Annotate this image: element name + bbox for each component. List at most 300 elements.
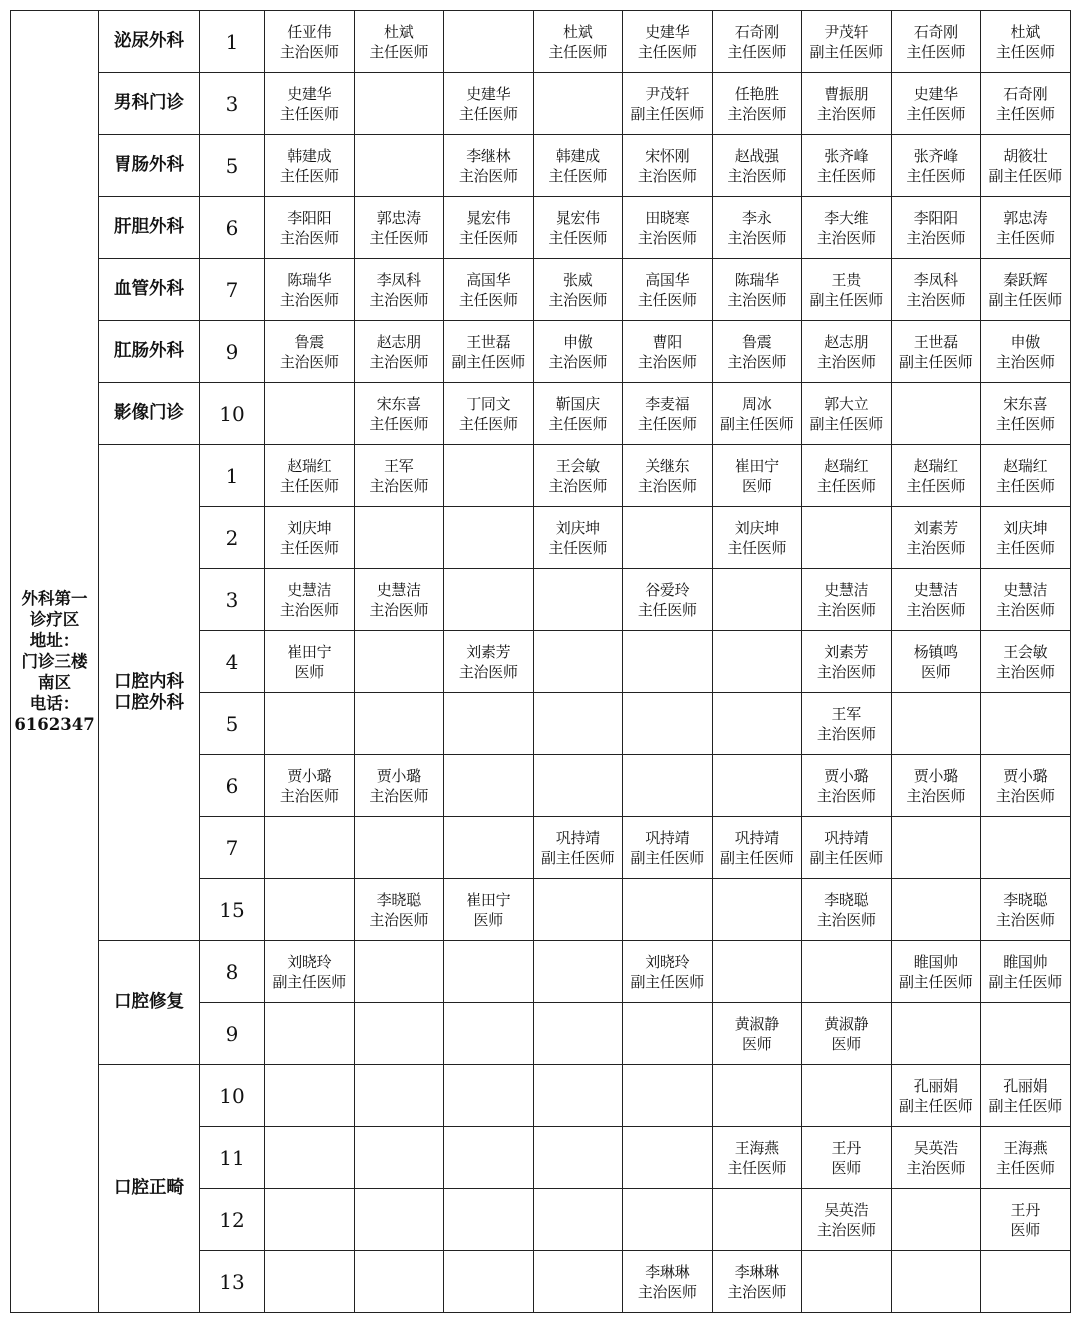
schedule-slot	[354, 383, 444, 445]
schedule-slot	[623, 197, 713, 259]
doctor-name: 赵志朋	[824, 332, 869, 351]
doctor-title: 主治医师	[279, 786, 339, 805]
doctor-name: 曹振朋	[824, 84, 869, 103]
schedule-slot	[265, 941, 355, 1003]
doctor-title: 主治医师	[906, 538, 966, 557]
doctor-title: 主任医师	[548, 166, 608, 185]
doctor-title: 主任医师	[458, 104, 518, 123]
schedule-slot	[802, 197, 892, 259]
doctor-title: 医师	[1010, 1220, 1040, 1239]
area-info-line: 门诊三楼	[21, 652, 88, 671]
table-row	[11, 1065, 1071, 1127]
doctor-name: 刘晓玲	[287, 952, 332, 971]
doctor-name: 史慧洁	[287, 580, 332, 599]
doctor-name: 王海燕	[734, 1138, 779, 1157]
schedule-slot	[533, 507, 623, 569]
schedule-slot	[533, 73, 623, 135]
doctor-title: 副主任医师	[988, 290, 1062, 309]
schedule-slot	[444, 817, 534, 879]
doctor-title: 主任医师	[458, 414, 518, 433]
room-number: 15	[200, 879, 265, 941]
doctor-title: 主任医师	[995, 1158, 1055, 1177]
schedule-slot	[802, 445, 892, 507]
schedule-slot	[354, 507, 444, 569]
table-row	[11, 11, 1071, 73]
schedule-slot	[354, 1003, 444, 1065]
doctor-title: 医师	[294, 662, 324, 681]
schedule-slot	[712, 383, 802, 445]
doctor-name: 赵志朋	[376, 332, 421, 351]
doctor-title: 主治医师	[906, 228, 966, 247]
schedule-slot	[354, 73, 444, 135]
doctor-name: 关继东	[645, 456, 690, 475]
doctor-name: 韩建成	[287, 146, 332, 165]
table-row	[11, 321, 1071, 383]
schedule-slot	[533, 135, 623, 197]
schedule-slot	[444, 1065, 534, 1127]
schedule-slot	[981, 321, 1071, 383]
doctor-title: 主治医师	[995, 600, 1055, 619]
department-name: 肝胆外科	[99, 197, 200, 259]
schedule-slot	[891, 507, 981, 569]
doctor-name: 李凤科	[913, 270, 958, 289]
doctor-name: 王会敏	[555, 456, 600, 475]
doctor-title: 主治医师	[816, 104, 876, 123]
schedule-slot	[354, 879, 444, 941]
schedule-slot	[354, 941, 444, 1003]
doctor-title: 副主任医师	[630, 104, 704, 123]
schedule-slot	[354, 631, 444, 693]
schedule-slot	[444, 321, 534, 383]
doctor-title: 主任医师	[637, 414, 697, 433]
doctor-title: 主治医师	[458, 166, 518, 185]
schedule-slot	[981, 631, 1071, 693]
doctor-title: 主治医师	[995, 662, 1055, 681]
area-info-line: 电话：	[29, 694, 80, 713]
doctor-name: 杜斌	[563, 22, 593, 41]
doctor-title: 医师	[473, 910, 503, 929]
area-info-line: 外科第一	[21, 589, 88, 608]
schedule-slot	[623, 507, 713, 569]
doctor-title: 主治医师	[906, 600, 966, 619]
schedule-slot	[712, 321, 802, 383]
schedule-slot	[444, 631, 534, 693]
doctor-title: 主治医师	[637, 166, 697, 185]
doctor-name: 石奇刚	[1003, 84, 1048, 103]
doctor-title: 主任医师	[816, 166, 876, 185]
doctor-name: 李琳琳	[645, 1262, 690, 1281]
doctor-title: 主任医师	[727, 1158, 787, 1177]
schedule-slot	[802, 259, 892, 321]
doctor-title: 主治医师	[727, 104, 787, 123]
table-row	[11, 197, 1071, 259]
doctor-name: 贾小璐	[824, 766, 869, 785]
schedule-slot	[533, 817, 623, 879]
doctor-title: 主任医师	[279, 104, 339, 123]
doctor-name: 史建华	[287, 84, 332, 103]
area-info-line: 地址：	[29, 631, 80, 650]
schedule-slot	[533, 445, 623, 507]
schedule-slot	[265, 755, 355, 817]
schedule-slot	[802, 383, 892, 445]
schedule-slot	[623, 383, 713, 445]
schedule-slot	[712, 73, 802, 135]
doctor-name: 任艳胜	[734, 84, 779, 103]
schedule-slot	[891, 879, 981, 941]
schedule-slot	[981, 569, 1071, 631]
doctor-name: 李麦福	[645, 394, 690, 413]
doctor-title: 主任医师	[906, 104, 966, 123]
department-name: 胃肠外科	[99, 135, 200, 197]
doctor-name: 赵瑞红	[1003, 456, 1048, 475]
schedule-slot	[623, 1065, 713, 1127]
schedule-slot	[354, 11, 444, 73]
schedule-slot	[533, 693, 623, 755]
schedule-slot	[891, 1003, 981, 1065]
doctor-name: 王军	[831, 704, 861, 723]
schedule-slot	[712, 693, 802, 755]
doctor-title: 主治医师	[369, 476, 429, 495]
schedule-slot	[802, 941, 892, 1003]
doctor-name: 郭忠涛	[1003, 208, 1048, 227]
schedule-slot	[802, 11, 892, 73]
doctor-title: 主任医师	[727, 538, 787, 557]
schedule-slot	[981, 879, 1071, 941]
schedule-slot	[265, 1065, 355, 1127]
doctor-title: 主治医师	[727, 1282, 787, 1301]
department-name: 口腔正畸	[99, 1065, 200, 1313]
schedule-slot	[891, 135, 981, 197]
schedule-slot	[802, 569, 892, 631]
doctor-title: 主任医师	[906, 476, 966, 495]
doctor-title: 主治医师	[816, 662, 876, 681]
doctor-name: 申傲	[563, 332, 593, 351]
doctor-title: 副主任医师	[898, 972, 973, 991]
schedule-slot	[354, 693, 444, 755]
doctor-name: 刘庆坤	[734, 518, 779, 537]
doctor-title: 主任医师	[995, 476, 1055, 495]
schedule-slot	[444, 135, 534, 197]
doctor-name: 李晓聪	[824, 890, 869, 909]
schedule-slot	[444, 569, 534, 631]
doctor-title: 主治医师	[727, 352, 787, 371]
schedule-slot	[533, 1251, 623, 1313]
doctor-title: 主治医师	[369, 786, 429, 805]
room-number: 5	[200, 135, 265, 197]
schedule-slot	[891, 445, 981, 507]
schedule-slot	[981, 1251, 1071, 1313]
doctor-name: 李永	[742, 208, 772, 227]
schedule-slot	[891, 817, 981, 879]
schedule-slot	[712, 1003, 802, 1065]
schedule-slot	[354, 817, 444, 879]
doctor-name: 王丹	[1010, 1200, 1040, 1219]
schedule-slot	[623, 135, 713, 197]
doctor-title: 主任医师	[995, 414, 1055, 433]
doctor-name: 郭大立	[824, 394, 869, 413]
schedule-body	[11, 11, 1071, 1313]
schedule-slot	[265, 1251, 355, 1313]
schedule-slot	[802, 1251, 892, 1313]
doctor-name: 史建华	[913, 84, 958, 103]
doctor-title: 主治医师	[637, 352, 697, 371]
schedule-slot	[265, 135, 355, 197]
room-number: 6	[200, 197, 265, 259]
schedule-slot	[981, 507, 1071, 569]
doctor-name: 尹茂轩	[645, 84, 690, 103]
doctor-name: 郭忠涛	[376, 208, 421, 227]
schedule-slot	[533, 197, 623, 259]
doctor-title: 主治医师	[906, 786, 966, 805]
schedule-slot	[354, 1189, 444, 1251]
schedule-slot	[533, 569, 623, 631]
doctor-title: 主治医师	[369, 352, 429, 371]
doctor-name: 刘晓玲	[645, 952, 690, 971]
doctor-title: 主治医师	[816, 600, 876, 619]
doctor-title: 主任医师	[279, 476, 339, 495]
doctor-name: 杜斌	[1010, 22, 1040, 41]
doctor-name: 刘庆坤	[1003, 518, 1048, 537]
schedule-slot	[444, 73, 534, 135]
schedule-slot	[981, 135, 1071, 197]
doctor-title: 主治医师	[816, 786, 876, 805]
schedule-slot	[265, 693, 355, 755]
doctor-name: 王丹	[831, 1138, 861, 1157]
room-number: 6	[200, 755, 265, 817]
schedule-slot	[623, 73, 713, 135]
room-number: 9	[200, 321, 265, 383]
doctor-title: 主治医师	[369, 910, 429, 929]
schedule-slot	[265, 569, 355, 631]
doctor-name: 李大维	[824, 208, 869, 227]
department-name: 泌尿外科	[99, 11, 200, 73]
doctor-title: 主治医师	[458, 662, 518, 681]
department-name: 肛肠外科	[99, 321, 200, 383]
doctor-name: 高国华	[466, 270, 511, 289]
schedule-slot	[891, 631, 981, 693]
doctor-title: 主治医师	[816, 228, 876, 247]
doctor-name: 史建华	[466, 84, 511, 103]
room-number: 4	[200, 631, 265, 693]
doctor-title: 副主任医师	[809, 414, 883, 433]
area-info-line: 诊疗区	[29, 610, 80, 629]
doctor-title: 医师	[742, 1034, 772, 1053]
doctor-title: 主治医师	[816, 910, 876, 929]
room-number: 7	[200, 259, 265, 321]
doctor-name: 刘素芳	[913, 518, 958, 537]
doctor-title: 主治医师	[369, 600, 429, 619]
schedule-slot	[623, 817, 713, 879]
doctor-title: 副主任医师	[719, 414, 794, 433]
table-row	[11, 445, 1071, 507]
room-number: 1	[200, 445, 265, 507]
doctor-title: 主治医师	[637, 228, 697, 247]
schedule-slot	[265, 383, 355, 445]
doctor-title: 主任医师	[727, 42, 787, 61]
schedule-slot	[444, 507, 534, 569]
schedule-slot	[444, 1189, 534, 1251]
doctor-title: 主治医师	[995, 786, 1055, 805]
doctor-schedule-table	[10, 10, 1071, 1313]
schedule-slot	[712, 941, 802, 1003]
table-row	[11, 383, 1071, 445]
schedule-slot	[623, 445, 713, 507]
schedule-slot	[712, 631, 802, 693]
schedule-slot	[981, 1127, 1071, 1189]
schedule-slot	[623, 1003, 713, 1065]
schedule-slot	[444, 11, 534, 73]
schedule-slot	[981, 1189, 1071, 1251]
doctor-name: 田晓寒	[645, 208, 690, 227]
doctor-name: 睢国帅	[913, 952, 958, 971]
doctor-name: 任亚伟	[287, 22, 332, 41]
doctor-name: 胡筱壮	[1003, 146, 1048, 165]
doctor-title: 主治医师	[727, 166, 787, 185]
doctor-name: 黄淑静	[824, 1014, 869, 1033]
schedule-slot	[981, 445, 1071, 507]
schedule-slot	[354, 135, 444, 197]
schedule-slot	[802, 73, 892, 135]
doctor-title: 主治医师	[637, 476, 697, 495]
doctor-name: 李琳琳	[734, 1262, 779, 1281]
schedule-slot	[891, 383, 981, 445]
schedule-slot	[354, 1065, 444, 1127]
schedule-slot	[444, 941, 534, 1003]
schedule-slot	[623, 1251, 713, 1313]
schedule-slot	[891, 197, 981, 259]
doctor-name: 张齐峰	[913, 146, 958, 165]
doctor-name: 孔丽娟	[1003, 1076, 1048, 1095]
doctor-name: 鲁震	[742, 332, 772, 351]
doctor-name: 王会敏	[1003, 642, 1048, 661]
schedule-slot	[712, 1189, 802, 1251]
doctor-title: 主任医师	[369, 42, 429, 61]
schedule-slot	[981, 755, 1071, 817]
doctor-name: 韩建成	[555, 146, 600, 165]
doctor-title: 主任医师	[995, 538, 1055, 557]
doctor-title: 副主任医师	[540, 848, 615, 867]
doctor-name: 石奇刚	[913, 22, 958, 41]
schedule-slot	[891, 755, 981, 817]
schedule-slot	[444, 693, 534, 755]
doctor-name: 刘素芳	[466, 642, 511, 661]
area-info-line: 南区	[38, 673, 71, 692]
schedule-slot	[712, 879, 802, 941]
schedule-slot	[981, 383, 1071, 445]
doctor-name: 史慧洁	[376, 580, 421, 599]
schedule-slot	[444, 879, 534, 941]
schedule-slot	[712, 755, 802, 817]
doctor-name: 史慧洁	[913, 580, 958, 599]
schedule-slot	[533, 383, 623, 445]
schedule-slot	[265, 259, 355, 321]
doctor-name: 尹茂轩	[824, 22, 869, 41]
schedule-slot	[891, 1065, 981, 1127]
schedule-slot	[354, 197, 444, 259]
doctor-name: 陈瑞华	[287, 270, 332, 289]
doctor-title: 主治医师	[279, 600, 339, 619]
schedule-slot	[623, 755, 713, 817]
doctor-title: 副主任医师	[988, 972, 1062, 991]
schedule-slot	[981, 693, 1071, 755]
table-row	[11, 941, 1071, 1003]
table-row	[11, 259, 1071, 321]
schedule-slot	[802, 321, 892, 383]
doctor-name: 巩持靖	[824, 828, 869, 847]
schedule-slot	[712, 197, 802, 259]
room-number: 3	[200, 73, 265, 135]
doctor-title: 主治医师	[369, 290, 429, 309]
schedule-slot	[802, 1127, 892, 1189]
doctor-name: 陈瑞华	[734, 270, 779, 289]
room-number: 9	[200, 1003, 265, 1065]
doctor-title: 主治医师	[995, 352, 1055, 371]
doctor-name: 宋东喜	[376, 394, 421, 413]
schedule-slot	[533, 1065, 623, 1127]
schedule-slot	[265, 879, 355, 941]
schedule-slot	[981, 259, 1071, 321]
doctor-title: 主任医师	[548, 42, 608, 61]
doctor-name: 吴英浩	[913, 1138, 958, 1157]
doctor-name: 崔田宁	[287, 642, 332, 661]
doctor-name: 赵瑞红	[287, 456, 332, 475]
schedule-slot	[533, 879, 623, 941]
schedule-slot	[265, 197, 355, 259]
schedule-slot	[444, 1127, 534, 1189]
doctor-name: 刘庆坤	[555, 518, 600, 537]
doctor-title: 医师	[921, 662, 951, 681]
schedule-slot	[712, 135, 802, 197]
schedule-slot	[265, 321, 355, 383]
schedule-slot	[354, 755, 444, 817]
schedule-slot	[712, 507, 802, 569]
schedule-slot	[444, 445, 534, 507]
schedule-slot	[981, 1065, 1071, 1127]
doctor-name: 宋东喜	[1003, 394, 1048, 413]
doctor-name: 贾小璐	[287, 766, 332, 785]
doctor-title: 主治医师	[816, 724, 876, 743]
schedule-slot	[981, 73, 1071, 135]
doctor-title: 主治医师	[279, 352, 339, 371]
doctor-title: 副主任医师	[809, 42, 883, 61]
doctor-title: 副主任医师	[272, 972, 346, 991]
schedule-slot	[802, 817, 892, 879]
doctor-name: 杨镇鸣	[913, 642, 958, 661]
schedule-slot	[712, 11, 802, 73]
schedule-slot	[623, 693, 713, 755]
table-row	[11, 135, 1071, 197]
room-number: 7	[200, 817, 265, 879]
doctor-title: 主治医师	[548, 290, 608, 309]
schedule-slot	[802, 755, 892, 817]
doctor-name: 曹阳	[652, 332, 682, 351]
doctor-name: 丁同文	[466, 394, 511, 413]
doctor-name: 王世磊	[466, 332, 511, 351]
schedule-slot	[533, 941, 623, 1003]
doctor-name: 贾小璐	[1003, 766, 1048, 785]
doctor-name: 李阳阳	[287, 208, 332, 227]
schedule-slot	[802, 879, 892, 941]
schedule-slot	[265, 631, 355, 693]
schedule-slot	[623, 321, 713, 383]
doctor-name: 张齐峰	[824, 146, 869, 165]
room-number: 10	[200, 383, 265, 445]
doctor-name: 张威	[563, 270, 593, 289]
doctor-title: 副主任医师	[988, 1096, 1062, 1115]
room-number: 11	[200, 1127, 265, 1189]
doctor-name: 刘素芳	[824, 642, 869, 661]
room-number: 13	[200, 1251, 265, 1313]
